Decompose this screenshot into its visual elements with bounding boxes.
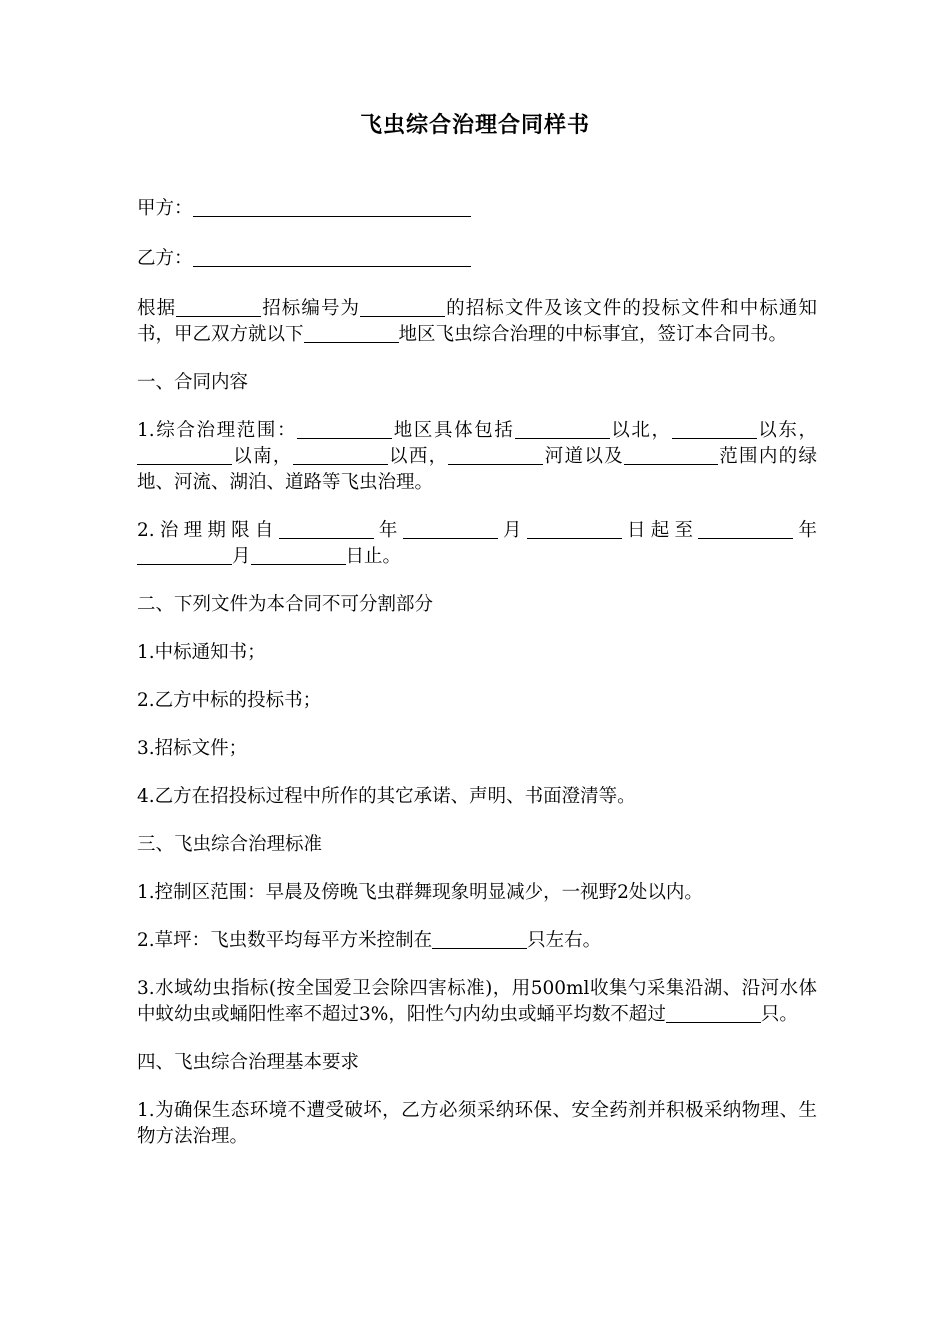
party-a-line [137,196,817,222]
intro-paragraph [137,296,817,348]
scope-blank-3 [672,418,757,439]
party-a-label: 甲方： [137,198,193,219]
standard-3-paragraph [137,976,817,1028]
standard-2-paragraph [137,928,817,954]
scope-blank-5 [293,444,388,465]
scope-text-3: 以北， [609,420,672,441]
standard-3-text-2: 只。 [760,1004,798,1025]
party-b-line [137,246,817,272]
scope-paragraph [137,418,817,496]
party-b-label: 乙方： [137,248,193,269]
intro-blank-2 [360,296,445,317]
scope-text-4: 以东， [756,420,817,441]
section-1-heading: 一、合同内容 [137,372,249,393]
standard-2-blank [432,928,527,949]
intro-blank-3 [304,322,399,343]
party-b-blank [193,246,471,267]
intro-text-3: 的招标文件及该文件的投标文件和中标通知书，甲乙双方就以下 [137,298,817,345]
intro-text-4: 地区飞虫综合治理的中标事宜，签订本合同书。 [398,324,788,345]
document-body [137,196,817,1172]
scope-text-5: 以南， [232,446,293,467]
intro-text-2: 招标编号为 [261,298,361,319]
term-blank-1 [279,518,374,539]
term-text-1: 2.治理期限自 [137,520,279,541]
section-2-item-2: 2.乙方中标的投标书； [137,690,322,711]
scope-blank-7 [624,444,686,465]
document-title: 飞虫综合治理合同样书 [359,112,590,138]
section-2-item-1: 1.中标通知书； [137,642,266,663]
term-paragraph [137,518,817,570]
term-text-2: 年 [373,520,403,541]
standard-3-text-1: 3.水域幼虫指标(按全国爱卫会除四害标准)，用500ml收集勺采集沿湖、沿河水体中蚊幼虫或蛹阳性率不超过3%，阳性勺内幼虫或蛹平均数不超过 [137,978,817,1025]
section-3-heading: 三、飞虫综合治理标准 [137,834,323,855]
term-text-3: 月 [497,520,527,541]
term-text-4: 日起至 [621,520,699,541]
party-a-blank [193,196,471,217]
scope-blank-7-cont [686,444,718,465]
section-2-item-3: 3.招标文件； [137,738,248,759]
scope-blank-2 [515,418,610,439]
term-blank-4 [698,518,793,539]
term-blank-3 [527,518,622,539]
term-blank-2 [403,518,498,539]
standard-2-text-1: 2.草坪：飞虫数平均每平方米控制在 [137,930,433,951]
term-blank-5 [137,544,232,565]
standard-1-paragraph: 1.控制区范围：早晨及傍晚飞虫群舞现象明显减少，一视野2处以内。 [137,882,703,903]
standard-3-blank [666,1002,761,1023]
scope-blank-4 [137,444,232,465]
scope-text-2: 地区具体包括 [392,420,515,441]
intro-blank-1 [176,296,261,317]
scope-blank-6 [448,444,543,465]
term-text-7: 日止。 [345,546,402,567]
term-text-6: 月 [232,546,251,567]
scope-blank-1 [297,418,392,439]
term-blank-6 [251,544,346,565]
section-4-heading: 四、飞虫综合治理基本要求 [137,1052,360,1073]
scope-text-1: 1.综合治理范围： [137,420,298,441]
section-2-item-4: 4.乙方在招投标过程中所作的其它承诺、声明、书面澄清等。 [137,786,636,807]
intro-text-1: 根据 [137,298,177,319]
term-text-5: 年 [793,520,817,541]
requirement-1-paragraph: 1.为确保生态环境不遭受破坏，乙方必须采纳环保、安全药剂并积极采纳物理、生物方法治理。 [137,1100,817,1147]
scope-text-7: 河道以及 [543,446,624,467]
scope-text-8: 范围内的绿地、河流、湖泊、道路等飞虫治理。 [137,446,817,493]
standard-2-text-2: 只左右。 [527,930,602,951]
scope-text-6: 以西， [387,446,449,467]
section-2-heading: 二、下列文件为本合同不可分割部分 [137,594,434,615]
